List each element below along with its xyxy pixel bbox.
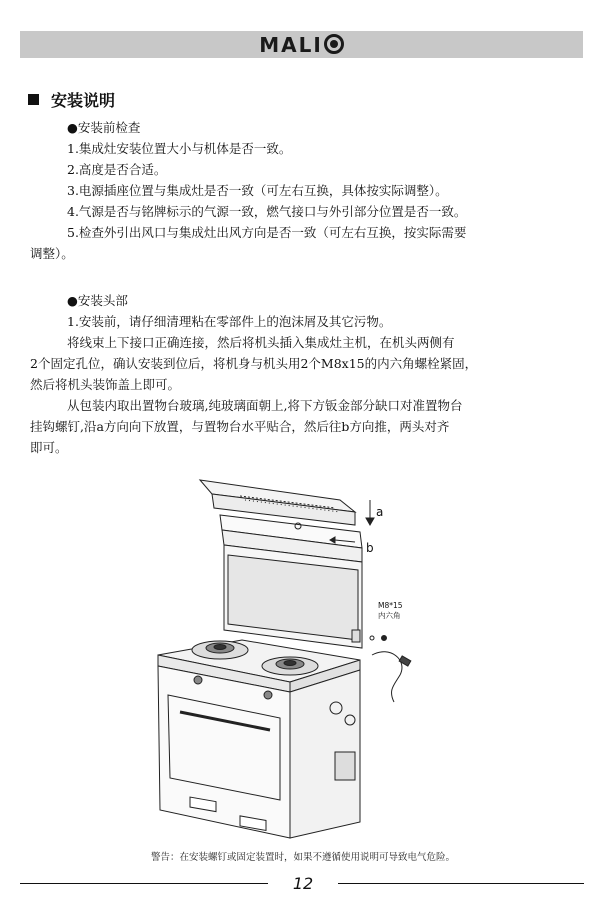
cable-plug-icon: [372, 652, 411, 702]
list-item: 5.检查外引出风口与集成灶出风方向是否一致（可左右互换，按实际需要: [67, 225, 467, 240]
cabinet-body: [158, 666, 360, 838]
list-item: 2.高度是否合适。: [67, 162, 167, 177]
install-head-block: [30, 290, 576, 458]
square-bullet-icon: [28, 94, 39, 105]
list-item: 调整）。: [30, 246, 74, 261]
screw-label-type: 内六角: [378, 611, 401, 620]
section-title: 安装说明: [28, 88, 115, 111]
screw-icon: [370, 636, 387, 641]
head-body: [224, 545, 362, 648]
label-b: b: [366, 541, 374, 555]
burner-left-icon: [192, 641, 248, 659]
page-number: 12: [292, 874, 314, 893]
paragraph-line: 将线束上下接口正确连接，然后将机头插入集成灶主机，在机头两侧有: [67, 335, 455, 350]
pre-check-heading: ● 安装前检查: [30, 117, 576, 138]
brand-logo: MALI: [259, 33, 344, 57]
pre-check-block: [30, 117, 576, 264]
paragraph-line: 即可。: [30, 440, 68, 455]
paragraph-line: 从包装内取出置物台玻璃,纯玻璃面朝上,将下方钣金部分缺口对准置物台: [67, 398, 463, 413]
list-item: 1.集成灶安装位置大小与机体是否一致。: [67, 141, 292, 156]
screw-label-size: M8*15: [378, 601, 403, 610]
list-item: 3.电源插座位置与集成灶是否一致（可左右互换，具体按实际调整）。: [67, 183, 448, 198]
header-bar: [20, 31, 583, 58]
paragraph-line: 挂钩螺钉,沿a方向向下放置，与置物台水平贴合，然后往b方向推，两头对齐: [30, 419, 450, 434]
footer-rule-right: [338, 883, 584, 884]
footer-rule-left: [20, 883, 268, 884]
paragraph-line: 然后将机头装饰盖上即可。: [30, 377, 181, 392]
paragraph-line: 2个固定孔位，确认安装到位后，将机身与机头用2个M8x15的内六角螺栓紧固，: [30, 356, 478, 371]
burner-right-icon: [262, 657, 318, 675]
list-item: 1.安装前，请仔细清理粘在零部件上的泡沫屑及其它污物。: [67, 314, 392, 329]
warning-text: 警告：在安装螺钉或固定装置时，如果不遵循使用说明可导致电气危险。: [150, 852, 455, 863]
arrow-a-icon: [366, 500, 374, 525]
brand-o-icon: [324, 34, 344, 54]
list-item: 4.气源是否与铭牌标示的气源一致，燃气接口与外引部分位置是否一致。: [67, 204, 467, 219]
label-a: a: [376, 505, 384, 519]
install-head-heading: ● 安装头部: [30, 290, 576, 311]
install-diagram: [150, 470, 440, 840]
